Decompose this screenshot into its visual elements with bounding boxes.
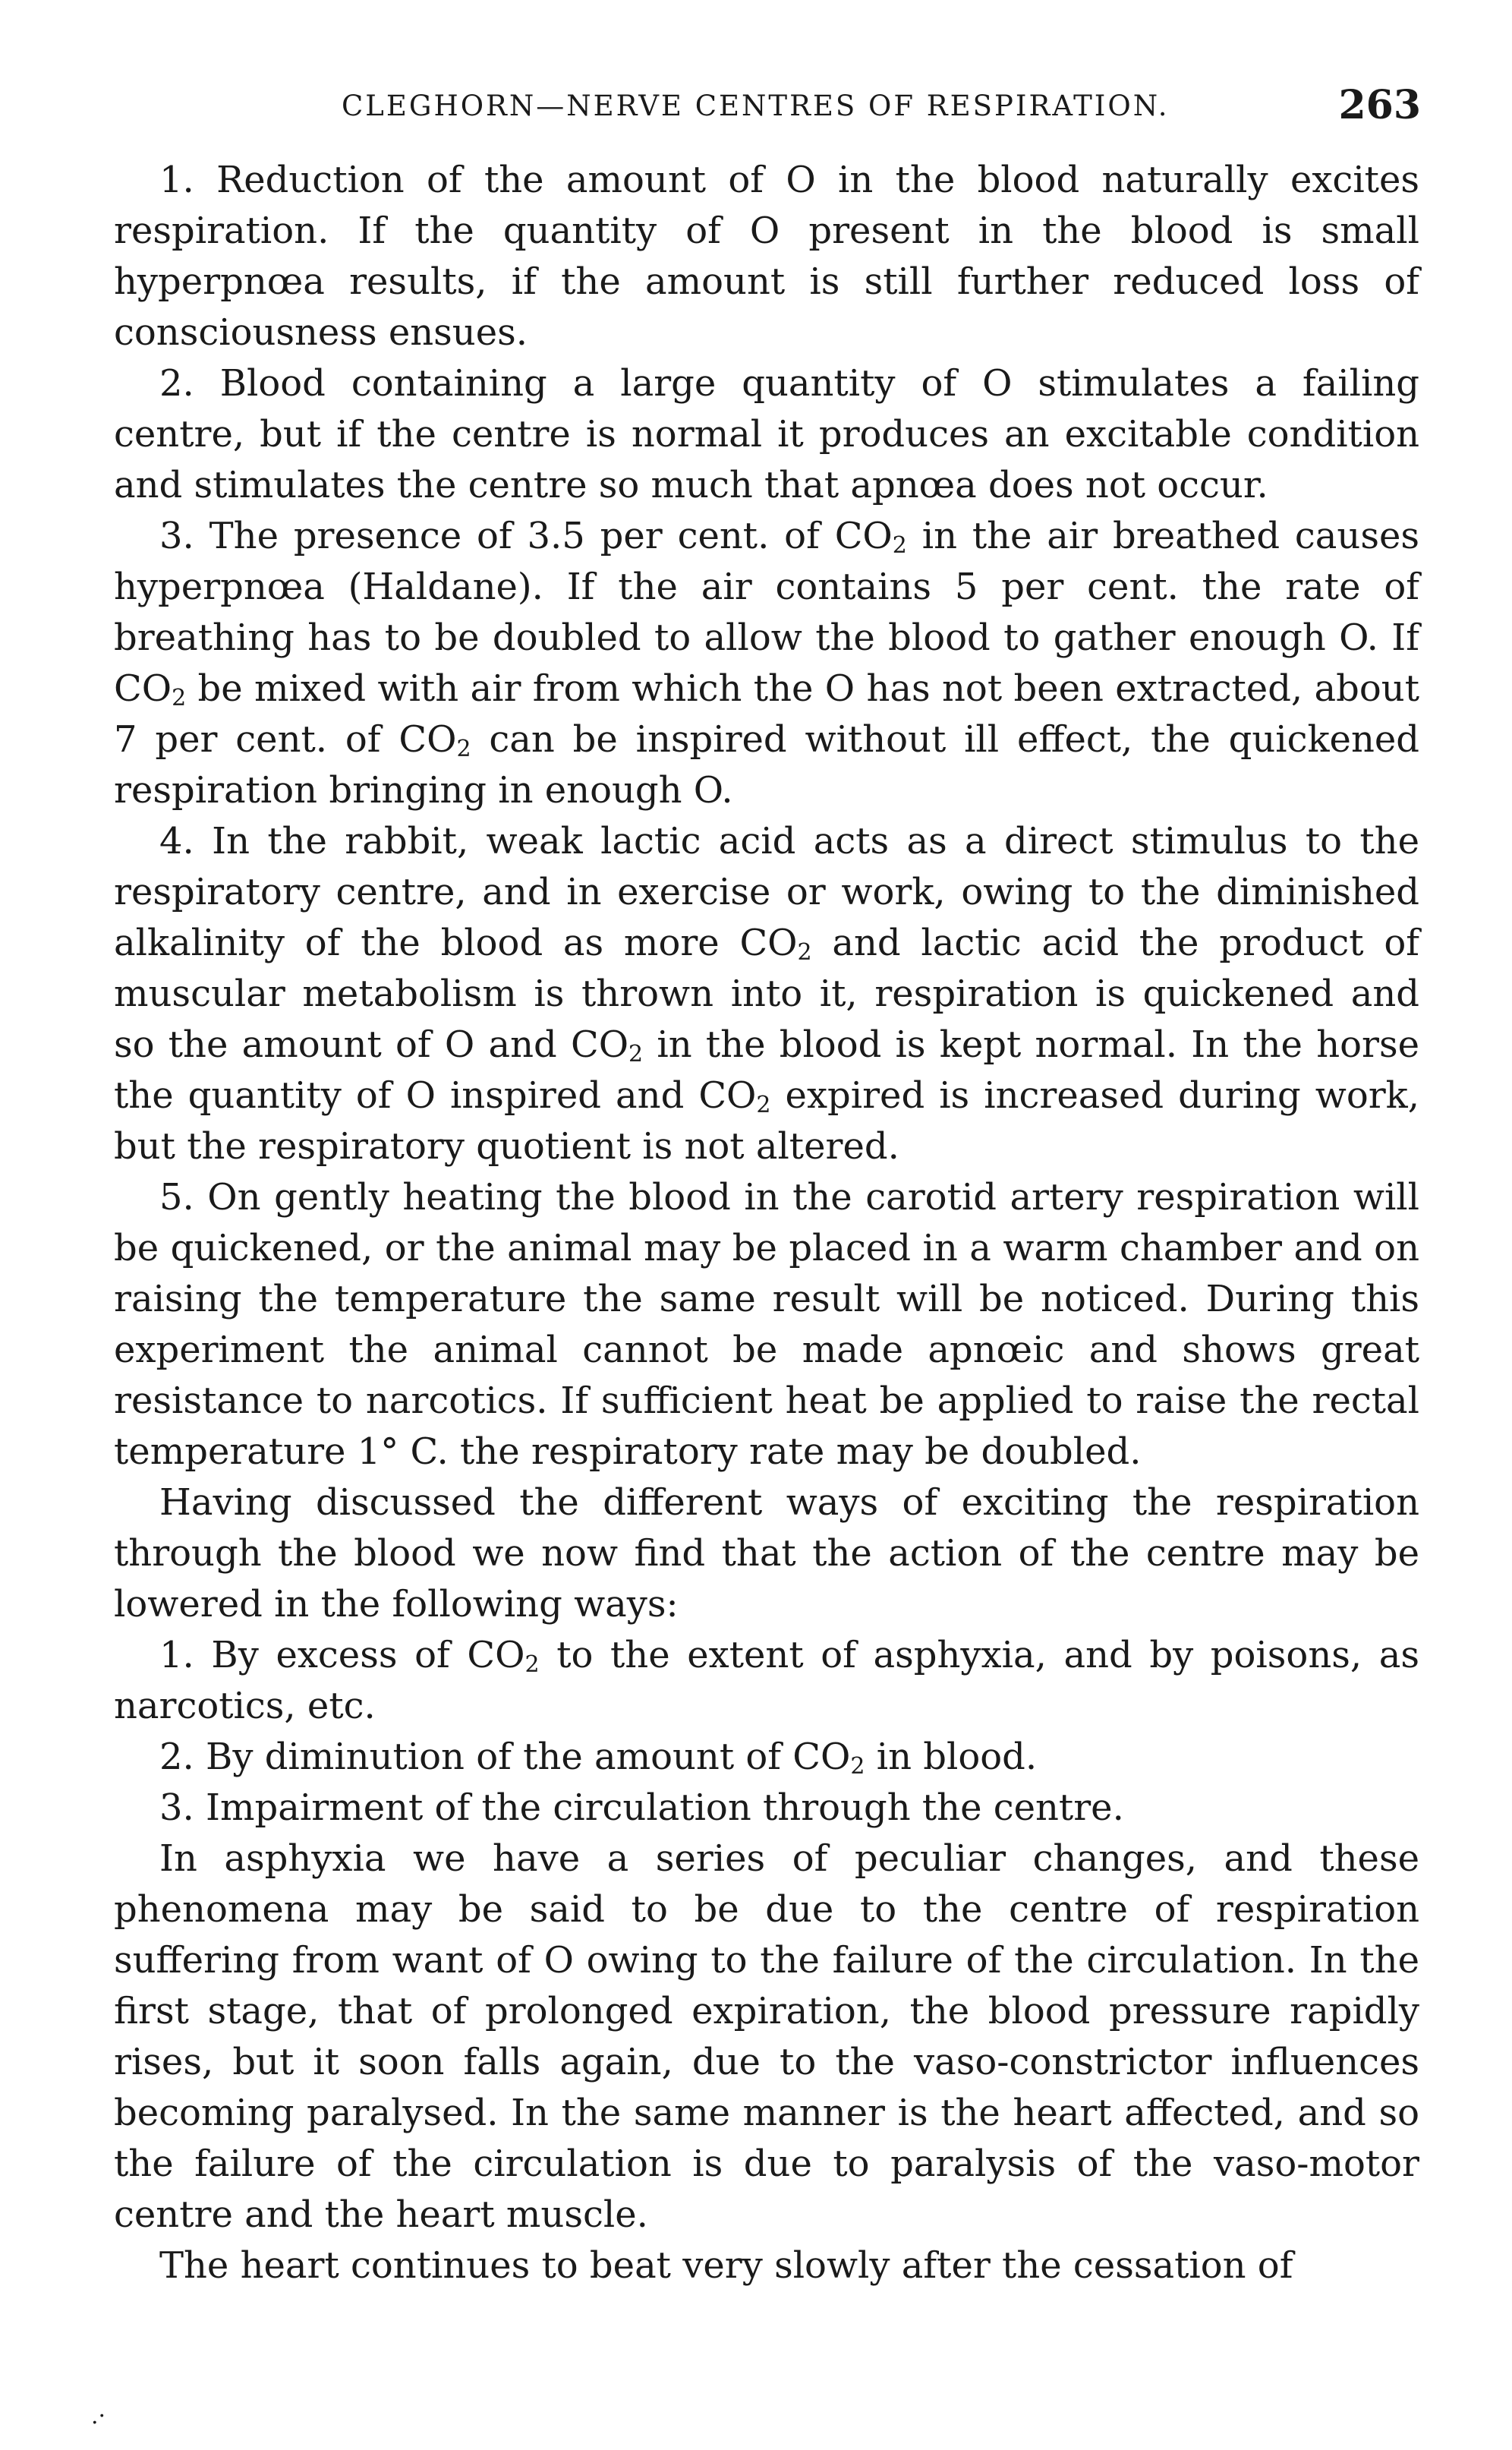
paragraph-item-3 <box>114 511 1419 816</box>
subscript-two: 2 <box>172 685 187 711</box>
paragraph-item-5 <box>114 1172 1419 1477</box>
subscript-two: 2 <box>850 1753 865 1780</box>
book-page <box>114 76 1419 2291</box>
subscript-two: 2 <box>456 736 471 762</box>
paragraph-heart <box>114 2240 1419 2291</box>
text-run: expired is increased during work, but the respiratory quotient is not altered. <box>114 1074 1420 1168</box>
subscript-two: 2 <box>628 1041 644 1067</box>
text-run: The heart continues to beat very slowly after the cessation of <box>159 2244 1293 2287</box>
running-head <box>114 76 1419 137</box>
paragraph-lowering-3 <box>114 1783 1419 1834</box>
text-run: 5. On gently heating the blood in the carotid artery respiration will be quickened, or the animal may be placed in a warm chamber and on raising the temperature the same result will be noticed. During this experiment the animal cannot be made apnœic and shows great resistance to narcotics. If sufficient heat be applied to raise the rectal temperature 1° C. the respiratory rate may be doubled. <box>114 1176 1419 1473</box>
text-run: be mixed with air from which the O has not been extracted, about 7 per cent. of CO <box>114 667 1419 761</box>
print-speck: .· <box>91 2403 106 2430</box>
subscript-two: 2 <box>892 532 907 559</box>
text-run: 2. By diminution of the amount of CO <box>159 1736 851 1778</box>
text-run: in the blood is kept normal. In the horse the quantity of O inspired and CO <box>114 1023 1419 1117</box>
text-run: 1. Reduction of the amount of O in the blood naturally excites respiration. If the quantity of O present in the blood is small hyperpnœa results, if the amount is still further reduced loss of consciousness ensues. <box>114 159 1419 354</box>
text-run: Having discussed the different ways of exciting the respiration through the blood we now find that the action of the centre may be lowered in the following ways: <box>114 1481 1419 1625</box>
text-run: 4. In the rabbit, weak lactic acid acts as a direct stimulus to the respiratory centre, and in exercise or work, owing to the diminished alkalinity of the blood as more CO <box>114 820 1419 964</box>
text-run: in blood. <box>865 1736 1038 1778</box>
paragraph-item-1 <box>114 155 1419 358</box>
paragraph-item-4 <box>114 816 1419 1172</box>
page-number: 263 <box>1338 82 1421 128</box>
subscript-two: 2 <box>797 939 812 966</box>
paragraph-item-2 <box>114 358 1419 511</box>
body-text <box>114 155 1419 2291</box>
paragraph-lowering-2 <box>114 1732 1419 1783</box>
text-run: can be inspired without ill effect, the quickened respiration bringing in enough O. <box>114 718 1419 812</box>
paragraph-lowering-intro <box>114 1477 1419 1630</box>
text-run: to the extent of asphyxia, and by poisons, as narcotics, etc. <box>114 1634 1419 1727</box>
running-title: CLEGHORN—NERVE CENTRES OF RESPIRATION. <box>342 90 1170 122</box>
paragraph-lowering-1 <box>114 1630 1419 1732</box>
text-run: In asphyxia we have a series of peculiar changes, and these phenomena may be said to be due to the centre of respiration suffering from want of O owing to the failure of the circulation. In the first stage, that of prolonged expiration, the blood pressure rapidly rises, but it soon falls again, due to the vaso-constrictor influences becoming paralysed. In the same manner is the heart affected, and so the failure of the circulation is due to paralysis of the vaso-motor centre and the heart muscle. <box>114 1837 1419 2236</box>
text-run: and lactic acid the product of muscular metabolism is thrown into it, respiration is quickened and so the amount of O and CO <box>114 922 1419 1066</box>
subscript-two: 2 <box>524 1651 540 1678</box>
paragraph-asphyxia <box>114 1834 1419 2240</box>
text-run: in the air breathed causes hyperpnœa (Haldane). If the air contains 5 per cent. the rate of breathing has to be doubled to allow the blood to gather enough O. If CO <box>114 515 1419 710</box>
text-run: 3. The presence of 3.5 per cent. of CO <box>159 515 893 557</box>
text-run: 2. Blood containing a large quantity of O stimulates a failing centre, but if the centre is normal it produces an excitable condition and stimulates the centre so much that apnœa does not occur. <box>114 362 1419 506</box>
text-run: 3. Impairment of the circulation through the centre. <box>159 1786 1124 1829</box>
subscript-two: 2 <box>756 1092 771 1118</box>
text-run: 1. By excess of CO <box>159 1634 525 1676</box>
